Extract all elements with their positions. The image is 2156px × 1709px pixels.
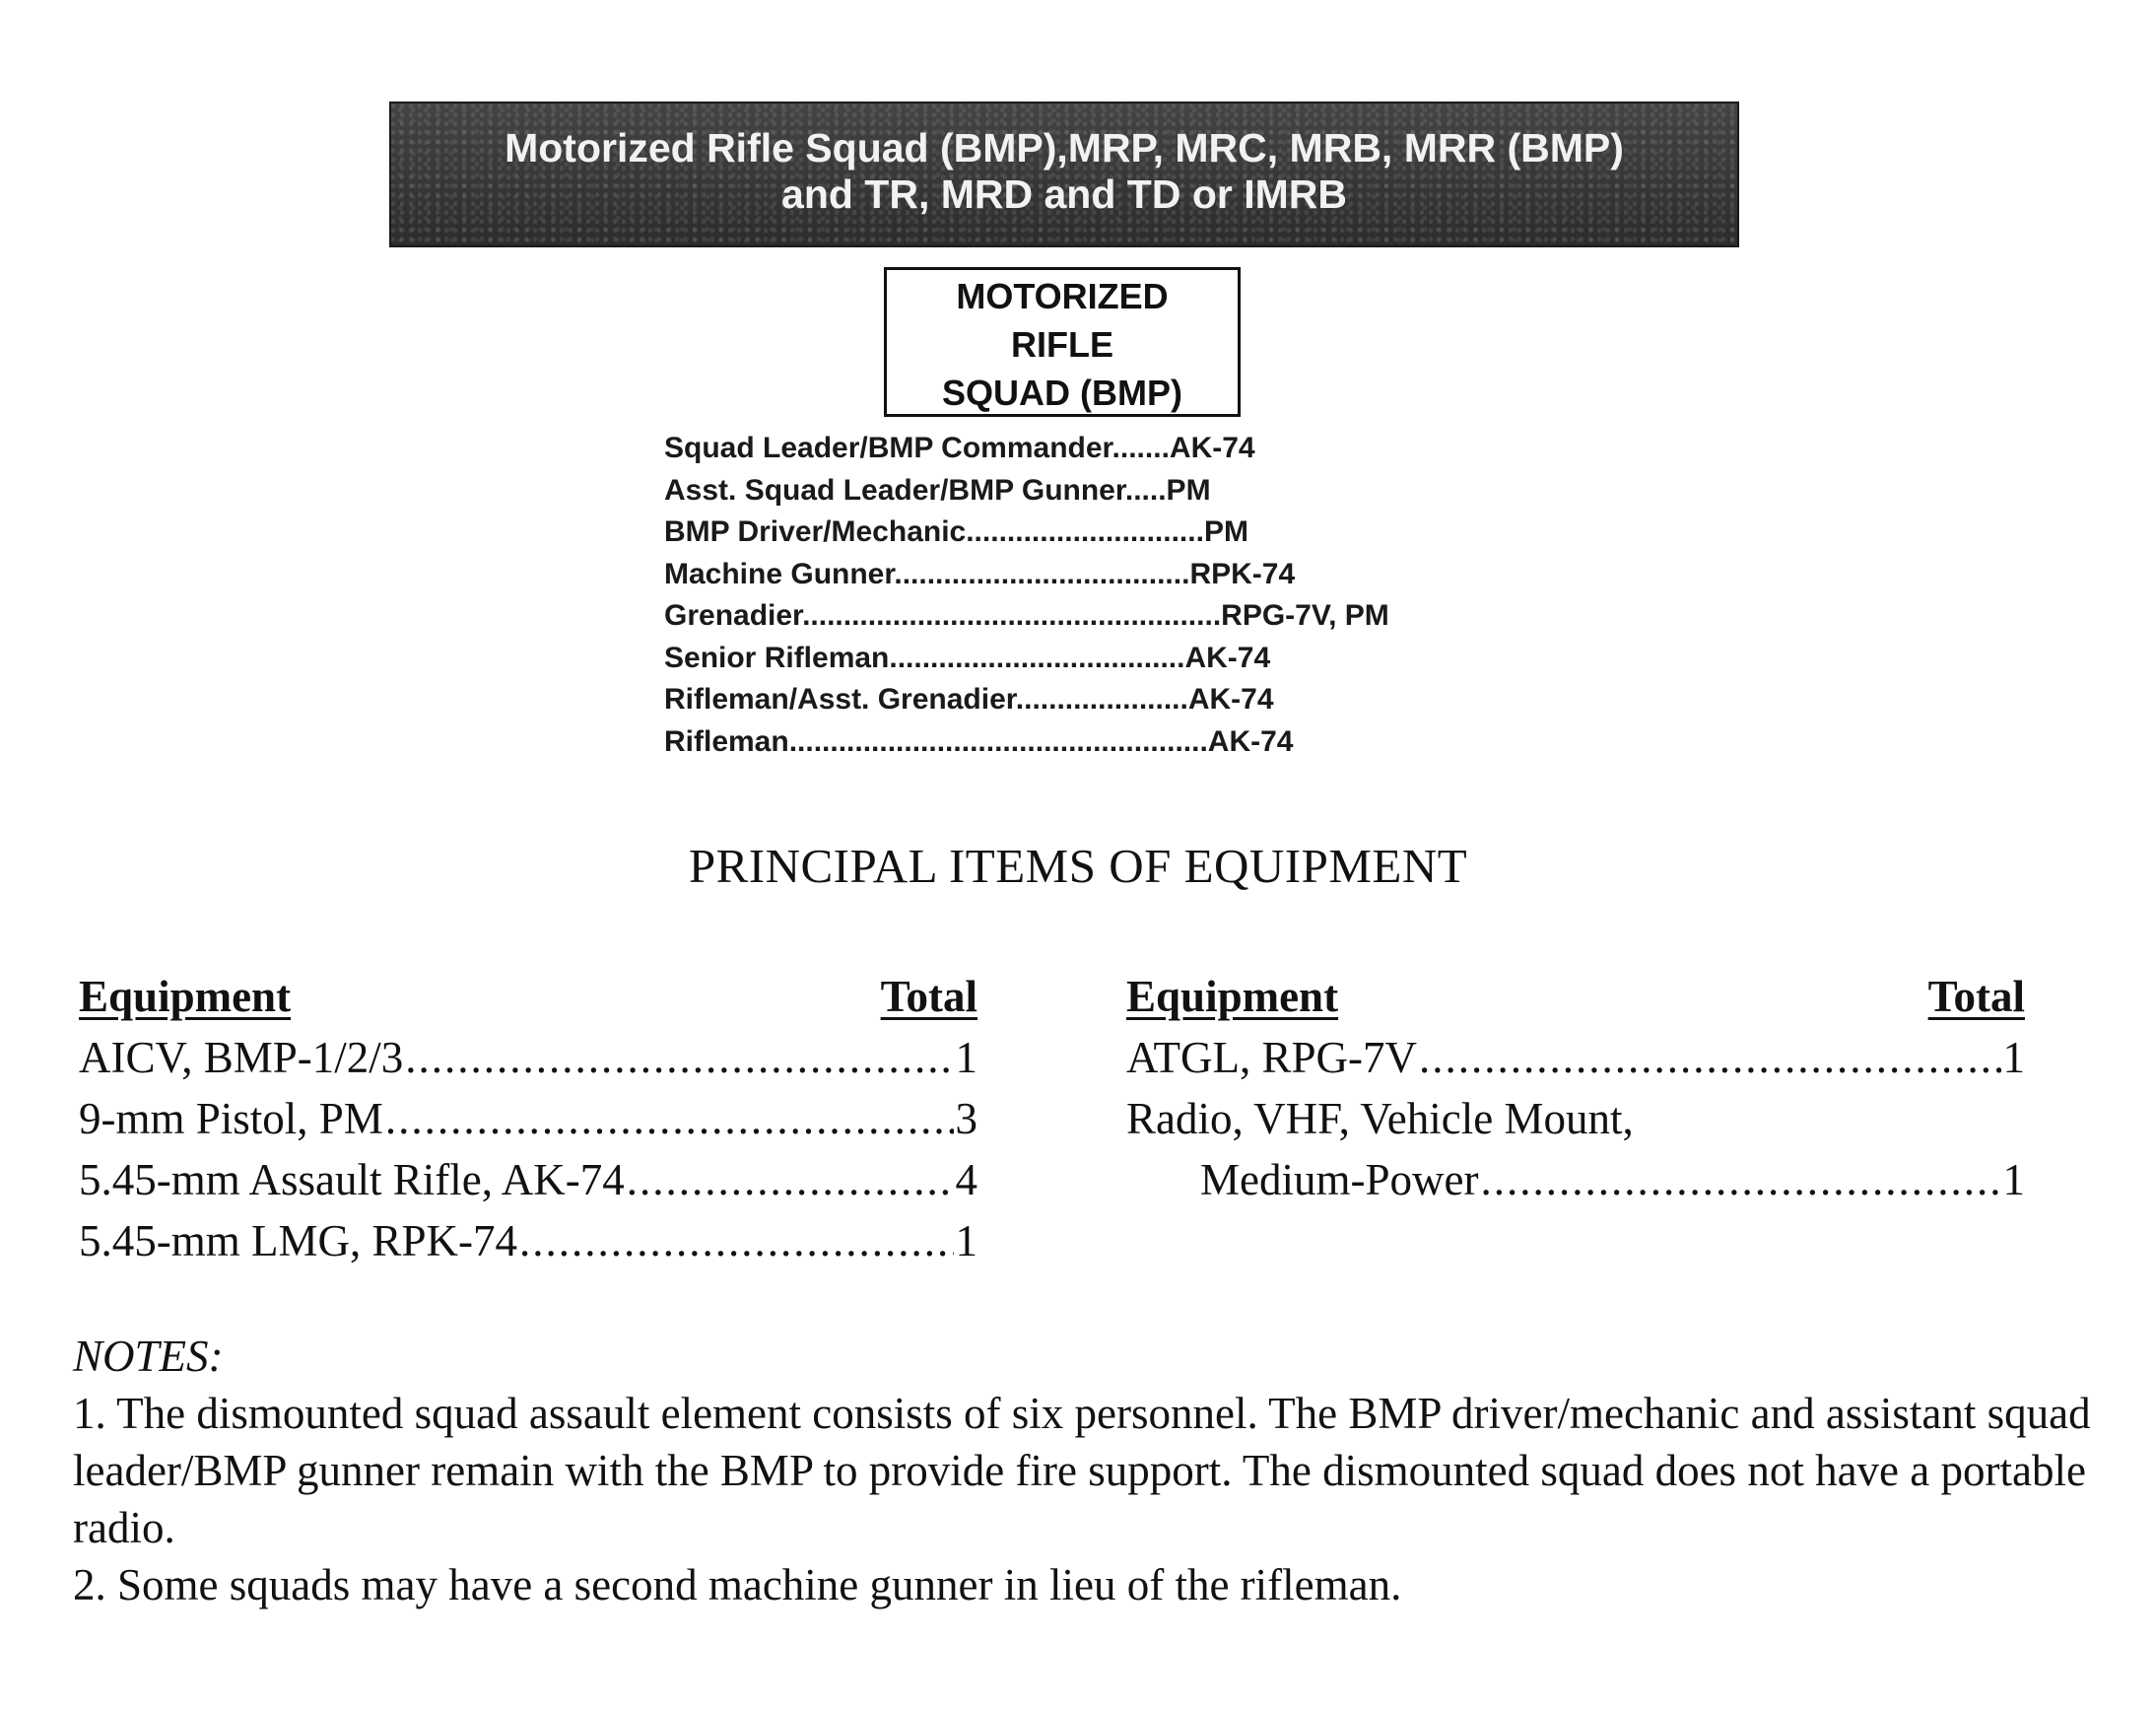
dot-leader: [519, 1210, 953, 1271]
roster-row: Grenadier...................................................RPG-7V, PM: [664, 599, 1389, 632]
equipment-row: [1126, 1088, 2025, 1149]
equipment-row: [79, 1210, 977, 1271]
unit-line-1: MOTORIZED: [956, 276, 1169, 316]
equipment-name: 5.45-mm Assault Rifle, AK-74: [79, 1155, 625, 1204]
dot-leader: [405, 1027, 953, 1088]
unit-line-3: SQUAD (BMP): [942, 373, 1182, 413]
roster-row: Squad Leader/BMP Commander.......AK-74: [664, 432, 1255, 464]
notes-title: NOTES:: [73, 1332, 224, 1381]
notes-section: [73, 1328, 2093, 1613]
dot-leader: [627, 1149, 954, 1210]
equipment-name: Radio, VHF, Vehicle Mount,: [1126, 1094, 1634, 1143]
title-line-1: Motorized Rifle Squad (BMP),MRP, MRC, MRB, MRR (BMP): [505, 125, 1624, 171]
equipment-row: [1126, 1027, 2025, 1088]
equipment-name: 5.45-mm LMG, RPK-74: [79, 1216, 518, 1265]
unit-box: [884, 267, 1241, 417]
equipment-header: [1126, 966, 2025, 1027]
section-title: PRINCIPAL ITEMS OF EQUIPMENT: [688, 839, 1468, 893]
header-equipment: Equipment: [79, 972, 292, 1021]
equipment-name: ATGL, RPG-7V: [1126, 1033, 1418, 1082]
equipment-row: [1126, 1149, 2025, 1210]
dot-leader: [385, 1088, 954, 1149]
title-line-2: and TR, MRD and TD or IMRB: [781, 171, 1347, 217]
equipment-table-left: [79, 966, 977, 1271]
roster-row: Machine Gunner....................................RPK-74: [664, 557, 1296, 590]
header-total: Total: [880, 972, 977, 1021]
unit-line-2: RIFLE: [1011, 324, 1113, 365]
note-1: 1. The dismounted squad assault element consists of six personnel. The BMP driver/mechanic and assistant squad leader/BMP gunner remain with the BMP to provide fire support. The dismounted squad does not have a portable radio.: [73, 1389, 2091, 1552]
equipment-name: Medium-Power: [1200, 1155, 1479, 1204]
equipment-total: 4: [955, 1155, 977, 1204]
dot-leader: [1480, 1149, 2000, 1210]
roster-row: Asst. Squad Leader/BMP Gunner.....PM: [664, 473, 1211, 507]
squad-roster: [664, 428, 1389, 763]
header-total: Total: [1927, 972, 2025, 1021]
equipment-total: 3: [955, 1094, 977, 1143]
roster-row: BMP Driver/Mechanic.............................PM: [664, 515, 1248, 548]
note-2: 2. Some squads may have a second machine gunner in lieu of the rifleman.: [73, 1560, 1402, 1609]
equipment-name: AICV, BMP-1/2/3: [79, 1033, 404, 1082]
roster-row: Rifleman...................................................AK-74: [664, 724, 1294, 758]
equipment-total: 1: [2002, 1033, 2025, 1082]
roster-row: Senior Rifleman....................................AK-74: [664, 641, 1271, 674]
equipment-row: [79, 1027, 977, 1088]
header-equipment: Equipment: [1126, 972, 1339, 1021]
roster-row: Rifleman/Asst. Grenadier.....................AK-74: [664, 683, 1274, 716]
equipment-name: 9-mm Pistol, PM: [79, 1094, 383, 1143]
equipment-total: 1: [955, 1216, 977, 1265]
title-banner: [389, 102, 1739, 247]
equipment-row: [79, 1149, 977, 1210]
equipment-row: [79, 1088, 977, 1149]
equipment-table-right: [1126, 966, 2025, 1210]
equipment-total: 1: [955, 1033, 977, 1082]
dot-leader: [1419, 1027, 2000, 1088]
equipment-total: 1: [2002, 1155, 2025, 1204]
equipment-header: [79, 966, 977, 1027]
